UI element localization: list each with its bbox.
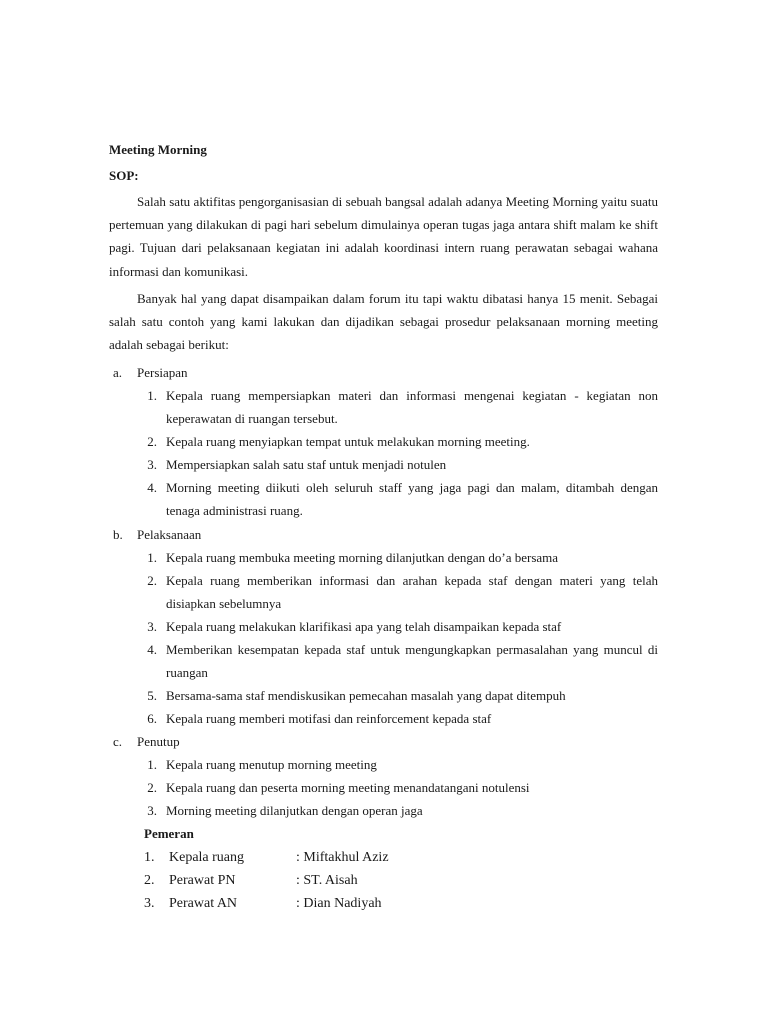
role-person: : ST. Aisah bbox=[296, 873, 358, 888]
list-item-number: 2. bbox=[147, 434, 157, 449]
list-item-number: 3. bbox=[147, 619, 157, 634]
list-item-text: Kepala ruang mempersiapkan materi dan informasi mengenai kegiatan - kegiatan non keperawatan di ruangan tersebut. bbox=[166, 388, 658, 427]
role-number: 2. bbox=[144, 873, 155, 888]
role-person: : Miftakhul Aziz bbox=[296, 850, 389, 865]
list-item bbox=[139, 684, 658, 707]
section-letter: c. bbox=[113, 734, 123, 749]
list-item-number: 1. bbox=[147, 757, 157, 772]
section-title: Penutup bbox=[137, 734, 180, 749]
list-item-number: 6. bbox=[147, 711, 157, 726]
list-item-text: Bersama-sama staf mendiskusikan pemecahan masalah yang dapat ditempuh bbox=[166, 688, 566, 703]
role-number: 3. bbox=[144, 896, 155, 911]
pemeran-title: Pemeran bbox=[144, 826, 194, 841]
list-item-number: 4. bbox=[147, 480, 157, 495]
paragraph-procedure-text: Banyak hal yang dapat disampaikan dalam forum itu tapi waktu dibatasi hanya 15 menit. Sebagai salah satu contoh yang kami lakukan dan dijadikan sebagai prosedur pelaksanaan morning meeting adalah sebagai berikut: bbox=[109, 291, 658, 353]
list-item-number: 1. bbox=[147, 388, 157, 403]
list-item-text: Kepala ruang dan peserta morning meeting menandatangani notulensi bbox=[166, 780, 530, 795]
role-person: : Dian Nadiyah bbox=[296, 896, 382, 911]
list-item-number: 2. bbox=[147, 573, 157, 588]
section-letter: b. bbox=[113, 527, 123, 542]
list-item-text: Mempersiapkan salah satu staf untuk menjadi notulen bbox=[166, 457, 447, 472]
list-item bbox=[139, 776, 658, 799]
list-item bbox=[139, 476, 658, 522]
sop-label: SOP: bbox=[109, 168, 139, 183]
list-item-number: 3. bbox=[147, 457, 157, 472]
role-number: 1. bbox=[144, 850, 155, 865]
section-title: Persiapan bbox=[137, 365, 188, 380]
list-item bbox=[139, 384, 658, 430]
list-item-text: Kepala ruang menutup morning meeting bbox=[166, 757, 377, 772]
section-letter: a. bbox=[113, 365, 123, 380]
section-title: Pelaksanaan bbox=[137, 527, 202, 542]
list-item-number: 1. bbox=[147, 550, 157, 565]
list-item-text: Morning meeting diikuti oleh seluruh staff yang jaga pagi dan malam, ditambah dengan tenaga administrasi ruang. bbox=[166, 480, 658, 519]
list-item-text: Kepala ruang melakukan klarifikasi apa yang telah disampaikan kepada staf bbox=[166, 619, 562, 634]
list-item bbox=[139, 430, 658, 453]
paragraph-intro-text: Salah satu aktifitas pengorganisasian di sebuah bangsal adalah adanya Meeting Morning yaitu suatu pertemuan yang dilakukan di pagi hari sebelum dimulainya operan tugas jaga antara shift malam ke shift pagi. Tujuan dari pelaksanaan kegiatan ini adalah koordinasi intern ruang perawatan sebagai wahana informasi dan komunikasi. bbox=[109, 194, 658, 279]
list-item-text: Kepala ruang menyiapkan tempat untuk melakukan morning meeting. bbox=[166, 434, 530, 449]
list-item-text: Kepala ruang memberikan informasi dan arahan kepada staf dengan materi yang telah disiapkan sebelumnya bbox=[166, 573, 658, 612]
list-item bbox=[139, 707, 658, 730]
role-label: Kepala ruang bbox=[169, 850, 245, 865]
list-item bbox=[139, 638, 658, 684]
paragraph-procedure bbox=[109, 287, 658, 357]
role-label: Perawat PN bbox=[169, 873, 236, 888]
list-item bbox=[139, 615, 658, 638]
paragraph-intro bbox=[109, 190, 658, 283]
list-item-text: Morning meeting dilanjutkan dengan operan jaga bbox=[166, 803, 423, 818]
list-item-text: Kepala ruang membuka meeting morning dilanjutkan dengan do’a bersama bbox=[166, 550, 559, 565]
role-label: Perawat AN bbox=[169, 896, 238, 911]
list-item-number: 3. bbox=[147, 803, 157, 818]
list-item bbox=[139, 569, 658, 615]
list-item-text: Memberikan kesempatan kepada staf untuk mengungkapkan permasalahan yang muncul di ruangan bbox=[166, 642, 658, 681]
document-title: Meeting Morning bbox=[109, 142, 207, 157]
list-item bbox=[139, 546, 658, 569]
list-item bbox=[139, 799, 658, 822]
list-item-number: 2. bbox=[147, 780, 157, 795]
list-item bbox=[139, 753, 658, 776]
list-item-text: Kepala ruang memberi motifasi dan reinforcement kepada staf bbox=[166, 711, 492, 726]
list-item-number: 5. bbox=[147, 688, 157, 703]
list-item-number: 4. bbox=[147, 642, 157, 657]
list-item bbox=[139, 453, 658, 476]
